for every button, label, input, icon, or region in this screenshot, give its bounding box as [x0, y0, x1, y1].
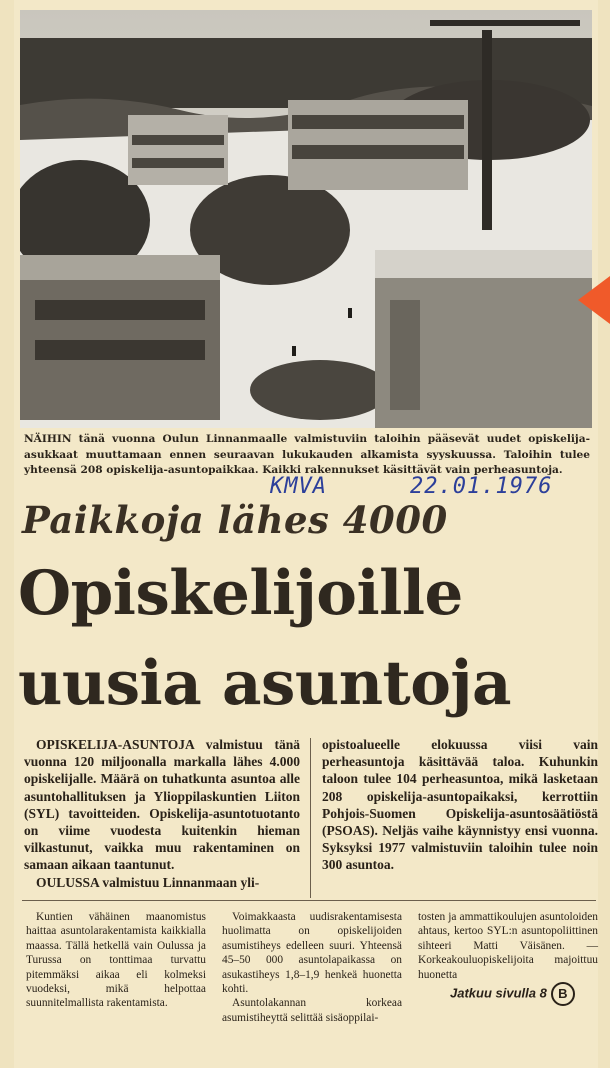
- small-paragraph: Voimakkaasta uudisrakentamisesta huolimatta on opiskelijoiden asumistiheys edelleen suuri. Yhteensä 45–50 000 asuntolapaikassa on asukastiheys 1,8–1,9 henkeä huonetta kohti.: [222, 911, 402, 996]
- continued-text: Jatkuu sivulla 8: [450, 985, 547, 1001]
- small-column-3: [418, 910, 598, 982]
- page-badge: B: [551, 982, 575, 1006]
- small-paragraph: tosten ja ammattikoulujen asuntoloiden ahtaus, kertoo SYL:n asuntopoliittinen sihteeri Matti Väisänen. — Korkeakouluopiskelijoita majoittuu huonetta: [418, 911, 598, 981]
- photo-caption: NÄIHIN tänä vuonna Oulun Linnanmaalle valmistuviin taloihin pääsevät uudet opiskelija-asukkaat muuttamaan ennen seuraavan lukukauden alkamista syyskuussa. Taloihin tulee yhteensä 208 opiskelija-asuntopaikkaa. Kaikki rakennukset käsittävät vain perheasuntoja.: [24, 433, 590, 476]
- section-divider: [22, 900, 596, 901]
- handwritten-logo: KMVA: [270, 474, 327, 499]
- body-column-1: [24, 736, 300, 891]
- body-paragraph: opistoalueelle elokuussa viisi vain perheasuntoja käsittävää taloa. Kuhunkin taloon tulee 104 perheasuntoa, mikä lasketaan 208 opiskelija-asuntopaikaksi, kerrottiin Pohjois-Suomen Opiskelija-asuntosäätiöstä (PSOAS). Neljäs vaihe käynnistyy ensi vuonna. Syksyksi 1977 valmistuviin taloihin tulee noin 300 asuntoa.: [322, 737, 598, 873]
- continued-note: [450, 982, 575, 1006]
- handwritten-date: 22.01.1976: [410, 474, 553, 499]
- construction-photo: [20, 10, 592, 428]
- orange-tab-marker: [578, 276, 610, 324]
- small-column-1: [26, 910, 206, 1011]
- photo-illustration: [20, 10, 592, 428]
- small-column-2: [222, 910, 402, 1025]
- body-paragraph: OULUSSA valmistuu Linnanmaan yli-: [36, 874, 260, 890]
- kicker-headline: Paikkoja lähes 4000: [22, 498, 448, 542]
- headline-line-1: Opiskelijoille: [18, 558, 463, 629]
- column-divider: [310, 738, 311, 898]
- body-column-2: [322, 736, 598, 874]
- headline-line-2: uusia asuntoja: [18, 648, 512, 719]
- small-paragraph: Kuntien vähäinen maanomistus haittaa asuntolarakentamista kaikkialla maassa. Tällä hetkellä vain Oulussa ja Turussa on tonttimaa turvattu pitemmäksi aikaa eli kolmeksi vuodeksi, mikä helpottaa suunnitelmallista rakentamista.: [26, 911, 206, 1010]
- body-paragraph: OPISKELIJA-ASUNTOJA valmistuu tänä vuonna 120 miljoonalla markalla lähes 4.000 opiskelijalle. Määrä on tuhatkunta asuntoa alle asuntohallituksen ja Ylioppilaskuntien Liiton (SYL) tavoitteiden. Opiskelija-asuntotuotanto on viime vuodesta kuitenkin hieman vilkastunut, vaikka muu rakentaminen on samaan aikaan taantunut.: [24, 737, 300, 873]
- small-paragraph: Asuntolakannan korkeaa asumistiheyttä selittää sisäoppilai-: [222, 997, 402, 1024]
